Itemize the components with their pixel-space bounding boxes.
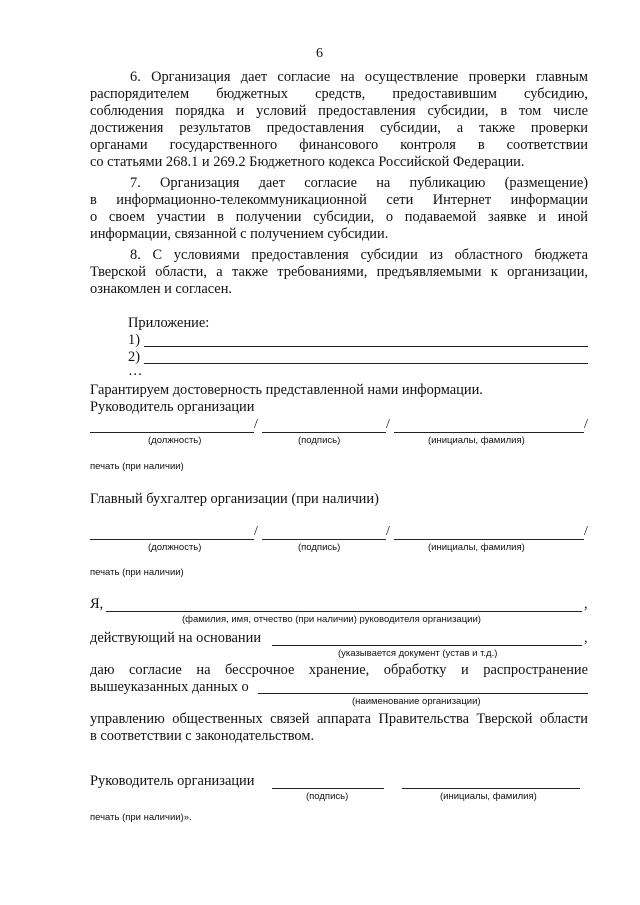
consent-line: в соответствии с законодательством. [90, 728, 315, 744]
paragraph-line: органами государственного финансового контроля в соответствии [90, 137, 588, 153]
caption-name: (инициалы, фамилия) [428, 542, 525, 553]
attachment-item-1-field[interactable] [144, 346, 588, 347]
caption-position: (должность) [148, 542, 202, 553]
attachment-item-2-number: 2) [128, 349, 140, 365]
consent-ya: Я, [90, 596, 104, 612]
caption-position: (должность) [148, 435, 202, 446]
paragraph-line: распорядителем бюджетных средств, предоставившим субсидию, [90, 86, 588, 102]
final-title: Руководитель организации [90, 773, 255, 789]
paragraph-line: Тверской области, а также требованиями, предъявляемыми к организации, [90, 264, 588, 280]
stamp-note: печать (при наличии) [90, 461, 184, 472]
consent-line: управлению общественных связей аппарата Правительства Тверской области [90, 711, 588, 727]
attachment-item-1-number: 1) [128, 332, 140, 348]
separator-slash: / [254, 417, 258, 432]
separator-slash: / [386, 524, 390, 539]
attachments-label: Приложение: [128, 315, 210, 331]
accountant-name-field[interactable] [394, 539, 584, 540]
separator-slash: / [254, 524, 258, 539]
paragraph-line: о своем участии в получении субсидии, о подаваемой заявке и иной [90, 209, 588, 225]
head-title: Руководитель организации [90, 399, 255, 415]
accountant-position-field[interactable] [90, 539, 254, 540]
head-signature-field[interactable] [262, 432, 386, 433]
final-name-field[interactable] [402, 788, 580, 789]
head-name-field[interactable] [394, 432, 584, 433]
consent-line: вышеуказанных данных о [90, 679, 249, 695]
final-signature-field[interactable] [272, 788, 384, 789]
accountant-title: Главный бухгалтер организации (при наличии) [90, 491, 379, 507]
consent-fio-field[interactable] [106, 611, 582, 612]
paragraph-line: со статьями 268.1 и 269.2 Бюджетного кодекса Российской Федерации. [90, 154, 525, 170]
paragraph-line: ознакомлен и согласен. [90, 281, 232, 297]
paragraph-line: информации, связанной с получением субсидии. [90, 226, 389, 242]
separator-slash: / [386, 417, 390, 432]
consent-line: даю согласие на бессрочное хранение, обработку и распространение [90, 662, 588, 678]
consent-comma: , [584, 630, 588, 646]
caption-fio: (фамилия, имя, отчество (при наличии) руководителя организации) [182, 614, 481, 625]
accountant-signature-field[interactable] [262, 539, 386, 540]
guarantee-statement: Гарантируем достоверность представленной нами информации. [90, 382, 483, 398]
paragraph-line: в информационно-телекоммуникационной сети Интернет информации [90, 192, 588, 208]
attachment-item-2-field[interactable] [144, 363, 588, 364]
consent-acting: действующий на основании [90, 630, 262, 646]
stamp-note: печать (при наличии) [90, 567, 184, 578]
paragraph-line: 7. Организация дает согласие на публикацию (размещение) [130, 175, 588, 191]
head-position-field[interactable] [90, 432, 254, 433]
paragraph-line: достижения результатов предоставления субсидии, а также проверки [90, 120, 588, 136]
caption-signature: (подпись) [298, 542, 341, 553]
caption-name: (инициалы, фамилия) [428, 435, 525, 446]
caption-document: (указывается документ (устав и т.д.) [338, 648, 498, 659]
paragraph-line: соблюдения порядка и условий предоставления субсидии, в том числе [90, 103, 588, 119]
consent-organization-field[interactable] [258, 693, 588, 694]
paragraph-line: 6. Организация дает согласие на осуществление проверки главным [130, 69, 588, 85]
consent-document-field[interactable] [272, 645, 582, 646]
caption-signature: (подпись) [306, 791, 349, 802]
page-number: 6 [316, 46, 323, 61]
consent-comma: , [584, 596, 588, 612]
paragraph-line: 8. С условиями предоставления субсидии из областного бюджета [130, 247, 588, 263]
stamp-note: печать (при наличии)». [90, 812, 192, 823]
attachments-ellipsis: … [128, 363, 143, 379]
caption-name: (инициалы, фамилия) [440, 791, 537, 802]
separator-slash: / [584, 417, 588, 432]
caption-signature: (подпись) [298, 435, 341, 446]
separator-slash: / [584, 524, 588, 539]
caption-organization: (наименование организации) [352, 696, 481, 707]
